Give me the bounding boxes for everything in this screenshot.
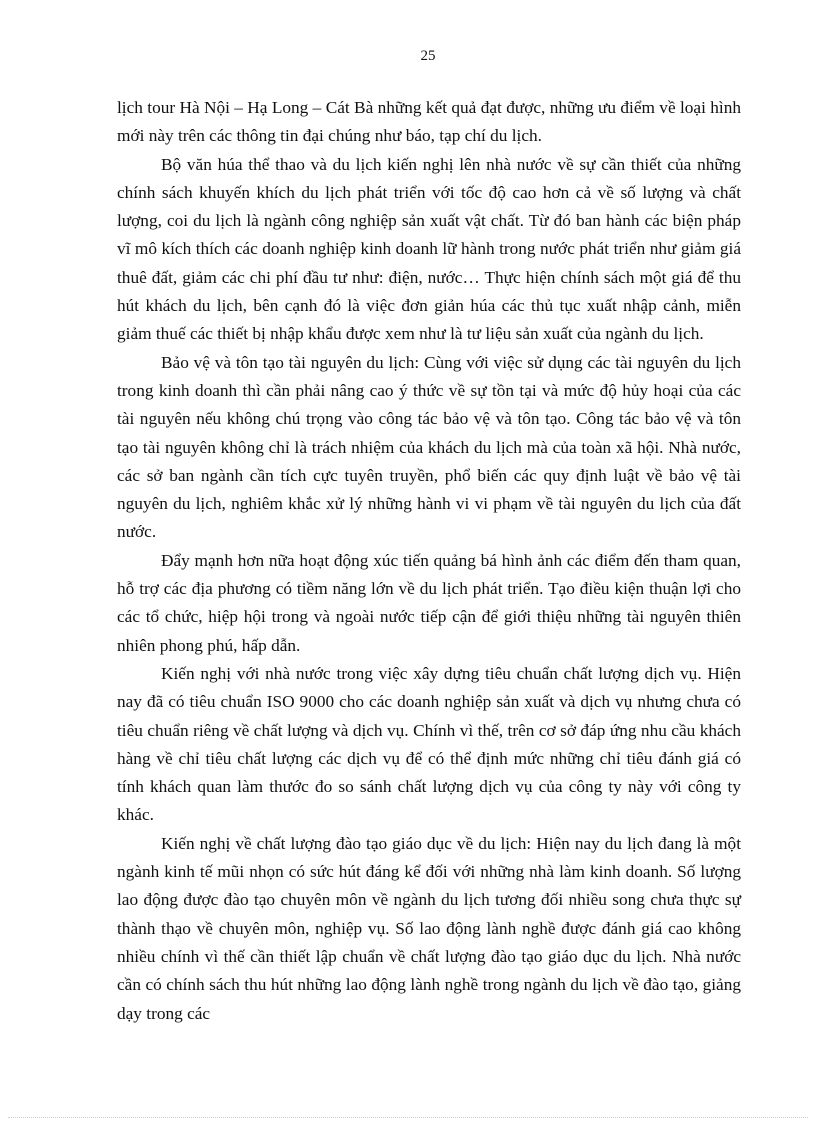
paragraph-policy-encouragement: Bộ văn húa thể thao và du lịch kiến nghị lên nhà nước về sự cần thiết của những chính sách khuyến khích du lịch phát triển với tốc độ cao hơn cả về số lượng và chất lượng, coi du lịch là ngành công nghiệp sản xuất vật chất. Từ đó ban hành các biện pháp vĩ mô kích thích các doanh nghiệp kinh doanh lữ hành trong nước phát triển như giảm giá thuê đất, giảm các chi phí đầu tư như: điện, nước… Thực hiện chính sách một giá để thu hút khách du lịch, bên cạnh đó là việc đơn giản húa các thủ tục xuất nhập cảnh, miễn giảm thuế các thiết bị nhập khẩu được xem như là tư liệu sản xuất của ngành du lịch. <box>117 154 741 344</box>
footer-divider <box>8 1117 808 1118</box>
paragraph-quality-standards: Kiến nghị với nhà nước trong việc xây dựng tiêu chuẩn chất lượng dịch vụ. Hiện nay đã có tiêu chuẩn ISO 9000 cho các doanh nghiệp sản xuất và dịch vụ nhưng chưa có tiêu chuẩn riêng về chất lượng và dịch vụ. Chính vì thế, trên cơ sở đáp ứng nhu cầu khách hàng về chỉ tiêu chất lượng các dịch vụ để có thể định mức những chỉ tiêu đánh giá có tính khách quan làm thước đo so sánh chất lượng dịch vụ của công ty này với công ty khác. <box>117 663 741 825</box>
document-body <box>117 94 741 1028</box>
paragraph-resource-protection: Bảo vệ và tôn tạo tài nguyên du lịch: Cùng với việc sử dụng các tài nguyên du lịch trong kinh doanh thì cần phải nâng cao ý thức về sự tồn tại và mức độ hủy hoại của các tài nguyên nếu không chú trọng vào công tác bảo vệ và tôn tạo. Công tác bảo vệ và tôn tạo tài nguyên không chỉ là trách nhiệm của khách du lịch mà của toàn xã hội. Nhà nước, các sở ban ngành cần tích cực tuyên truyền, phổ biến các quy định luật về bảo vệ tài nguyên du lịch, nghiêm khắc xử lý những hành vi vi phạm về tài nguyên du lịch của đất nước. <box>117 352 741 542</box>
paragraph-promotion: Đẩy mạnh hơn nữa hoạt động xúc tiến quảng bá hình ảnh các điểm đến tham quan, hỗ trợ các địa phương có tiềm năng lớn về du lịch phát triển. Tạo điều kiện thuận lợi cho các tổ chức, hiệp hội trong và ngoài nước tiếp cận để giới thiệu những tài nguyên thiên nhiên phong phú, hấp dẫn. <box>117 550 741 655</box>
page-number: 25 <box>420 48 436 64</box>
paragraph-training-quality: Kiến nghị về chất lượng đào tạo giáo dục về du lịch: Hiện nay du lịch đang là một ngành kinh tế mũi nhọn có sức hút đáng kể đối với những nhà làm kinh doanh. Số lượng lao động được đào tạo chuyên môn về ngành du lịch tương đối nhiều song chưa thực sự thành thạo về chuyên môn, nghiệp vụ. Số lao động lành nghề được đánh giá cao không nhiều chính vì thế cần thiết lập chuẩn về chất lượng đào tạo giáo dục du lịch. Nhà nước cần có chính sách thu hút những lao động lành nghề trong ngành du lịch về đào tạo, giảng dạy trong các <box>117 833 741 1023</box>
paragraph-continued: lịch tour Hà Nội – Hạ Long – Cát Bà những kết quả đạt được, những ưu điểm về loại hình mới này trên các thông tin đại chúng như báo, tạp chí du lịch. <box>117 98 741 146</box>
